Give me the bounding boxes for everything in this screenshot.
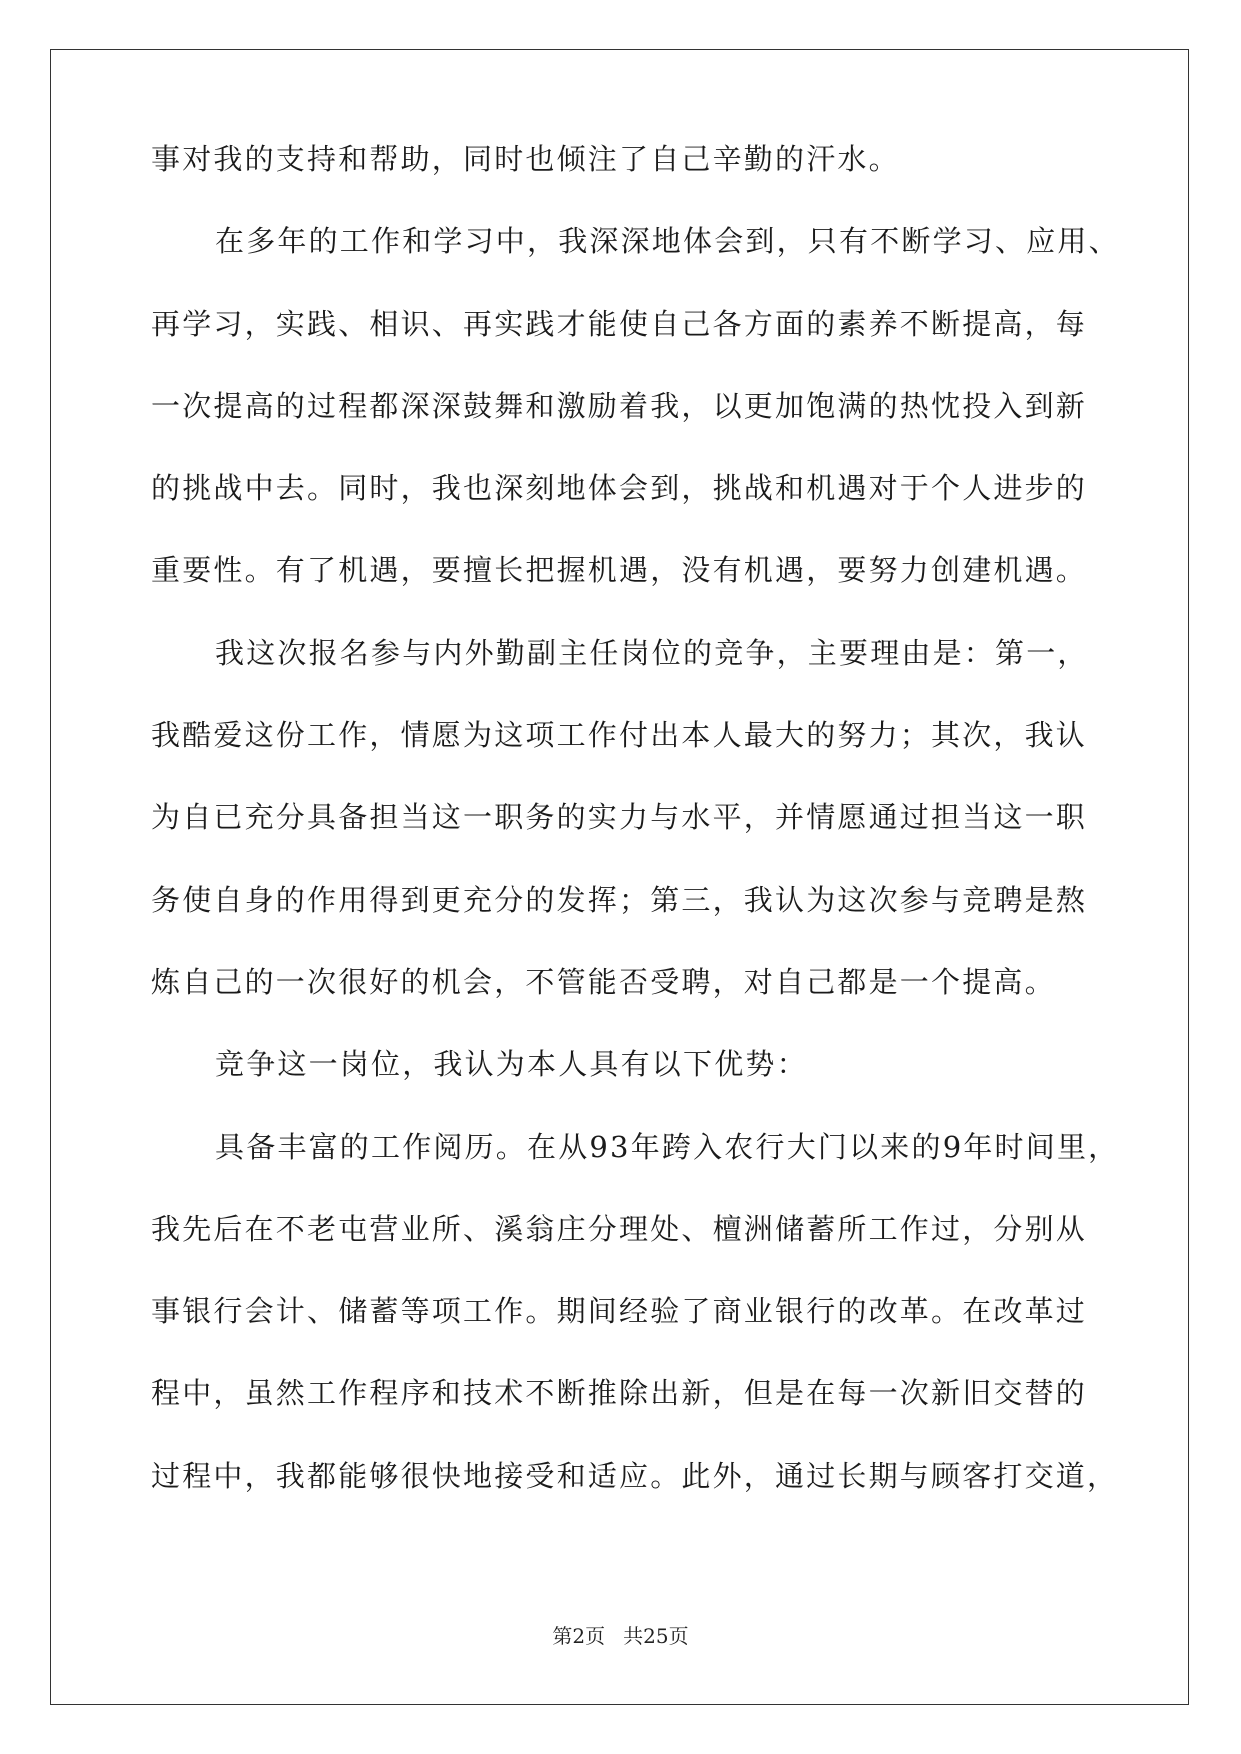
text-line: 过程中，我都能够很快地接受和适应。此外，通过长期与顾客打交道， [151, 1458, 1119, 1493]
document-body [151, 142, 1120, 1517]
text-line: 再学习，实践、相识、再实践才能使自己各方面的素养不断提高，每 [151, 306, 1088, 341]
page-total: 共25页 [623, 1624, 689, 1648]
text-line: 重要性。有了机遇，要擅长把握机遇，没有机遇，要努力创建机遇。 [151, 553, 1088, 588]
text-line: 程中，虽然工作程序和技术不断推除出新，但是在每一次新旧交替的 [151, 1376, 1088, 1411]
text-line: 在多年的工作和学习中，我深深地体会到，只有不断学习、应用、 [215, 224, 1120, 259]
text-line: 我先后在不老屯营业所、溪翁庄分理处、檀洲储蓄所工作过，分别从 [151, 1211, 1088, 1246]
page-footer [0, 1624, 1241, 1648]
text-line: 的挑战中去。同时，我也深刻地体会到，挑战和机遇对于个人进步的 [151, 471, 1088, 506]
text-line: 我这次报名参与内外勤副主任岗位的竞争，主要理由是：第一， [215, 635, 1089, 670]
page-number: 第2页 [552, 1624, 606, 1648]
text-line: 一次提高的过程都深深鼓舞和激励着我，以更加饱满的热忱投入到新 [151, 388, 1088, 423]
text-line: 为自已充分具备担当这一职务的实力与水平，并情愿通过担当这一职 [151, 800, 1088, 835]
text-line: 务使自身的作用得到更充分的发挥；第三，我认为这次参与竞聘是熬 [151, 882, 1088, 917]
text-line: 事银行会计、储蓄等项工作。期间经验了商业银行的改革。在改革过 [151, 1294, 1088, 1329]
text-line: 事对我的支持和帮助，同时也倾注了自己辛勤的汗水。 [151, 142, 900, 176]
text-line: 竞争这一岗位，我认为本人具有以下优势： [215, 1047, 808, 1082]
text-line: 具备丰富的工作阅历。在从93年跨入农行大门以来的9年时间里， [215, 1129, 1120, 1164]
text-line: 我酷爱这份工作，情愿为这项工作付出本人最大的努力；其次，我认 [151, 718, 1088, 753]
text-line: 炼自己的一次很好的机会，不管能否受聘，对自己都是一个提高。 [151, 964, 1056, 999]
